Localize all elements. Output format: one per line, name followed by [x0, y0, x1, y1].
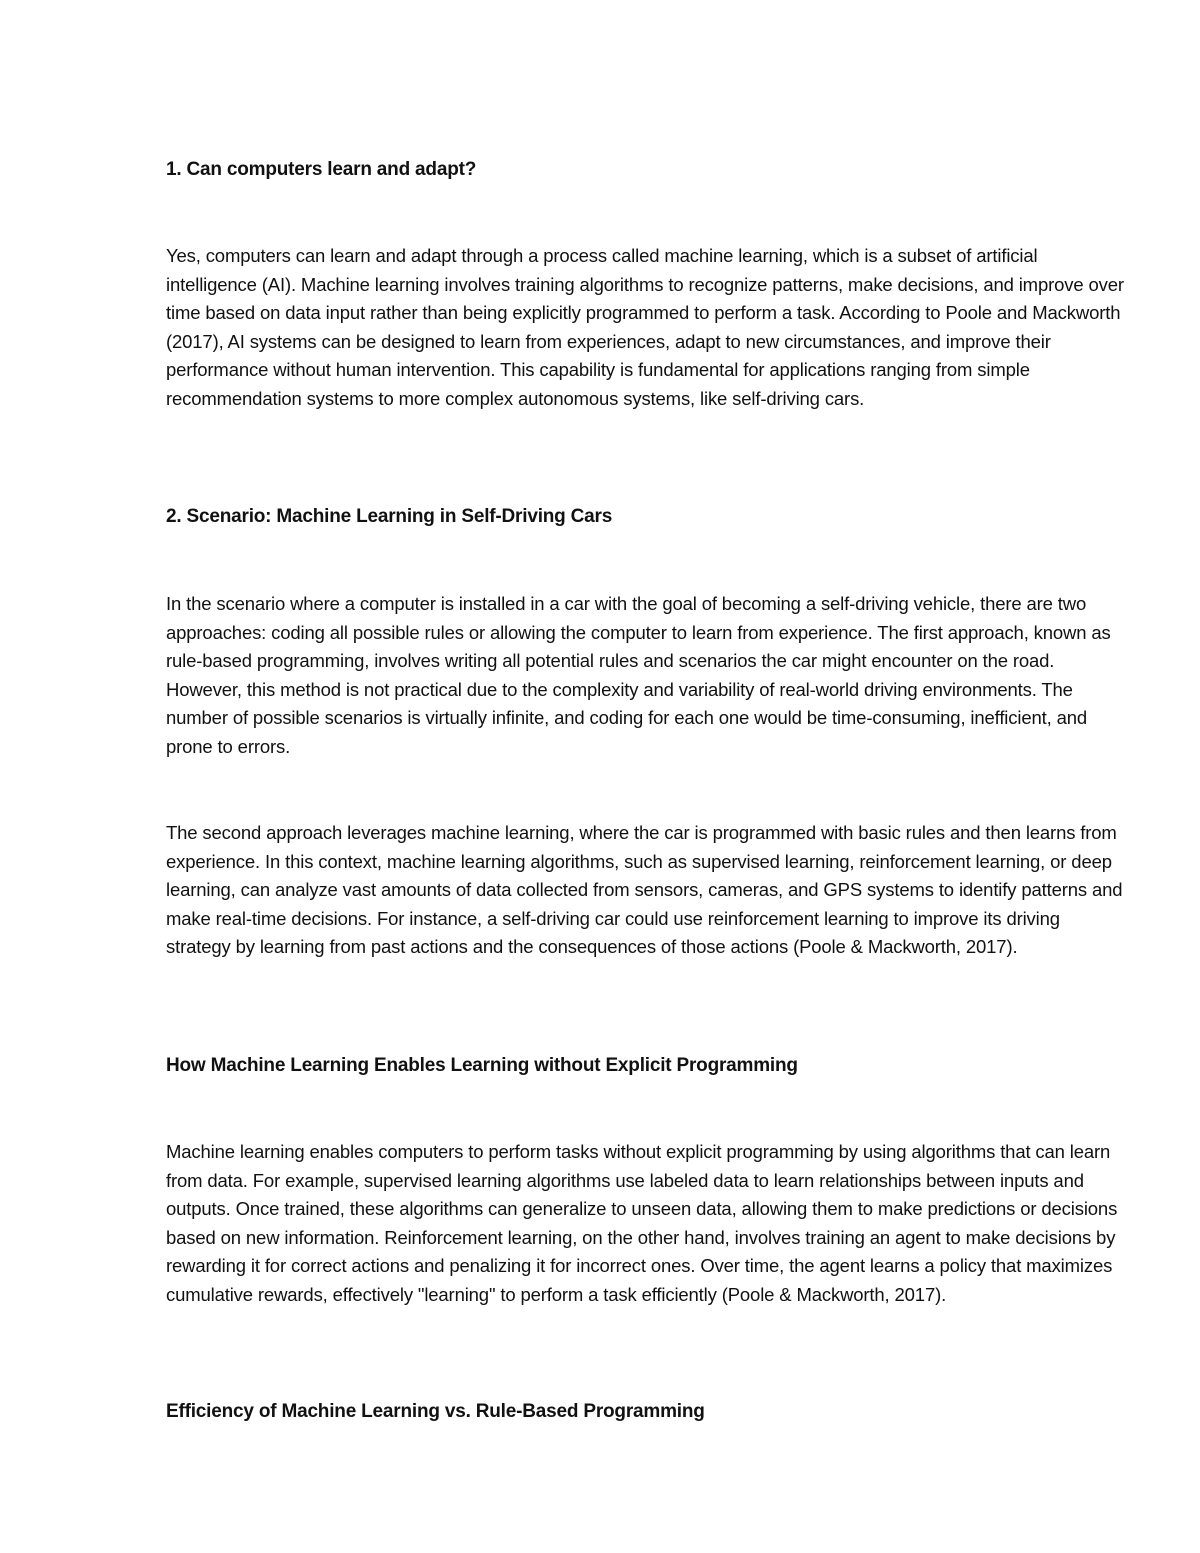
paragraph: In the scenario where a computer is installed in a car with the goal of becoming a self-driving vehicle, there are two approaches: coding all possible rules or allowing the computer to learn from experience. The first approach, known as rule-based programming, involves writing all potential rules and scenarios the car might encounter on the road. However, this method is not practical due to the complexity and variability of real-world driving environments. The number of possible scenarios is virtually infinite, and coding for each one would be time-consuming, inefficient, and prone to errors. — [166, 593, 1111, 757]
section-heading: How Machine Learning Enables Learning without Explicit Programming — [166, 1055, 798, 1076]
section-heading: 1. Can computers learn and adapt? — [166, 159, 477, 180]
paragraph: Yes, computers can learn and adapt through a process called machine learning, which is a subset of artificial intelligence (AI). Machine learning involves training algorithms to recognize patterns, make decisions, and improve over time based on data input rather than being explicitly programmed to perform a task. According to Poole and Mackworth (2017), AI systems can be designed to learn from experiences, adapt to new circumstances, and improve their performance without human intervention. This capability is fundamental for applications ranging from simple recommendation systems to more complex autonomous systems, like self-driving cars. — [166, 245, 1124, 409]
section-heading: Efficiency of Machine Learning vs. Rule-Based Programming — [166, 1401, 705, 1422]
paragraph: Machine learning enables computers to perform tasks without explicit programming by using algorithms that can learn from data. For example, supervised learning algorithms use labeled data to learn relationships between inputs and outputs. Once trained, these algorithms can generalize to unseen data, allowing them to make predictions or decisions based on new information. Reinforcement learning, on the other hand, involves training an agent to make decisions by rewarding it for correct actions and penalizing it for incorrect ones. Over time, the agent learns a policy that maximizes cumulative rewards, effectively "learning" to perform a task efficiently (Poole & Mackworth, 2017). — [166, 1141, 1118, 1305]
section-heading: 2. Scenario: Machine Learning in Self-Driving Cars — [166, 506, 613, 527]
paragraph: The second approach leverages machine learning, where the car is programmed with basic rules and then learns from experience. In this context, machine learning algorithms, such as supervised learning, reinforcement learning, or deep learning, can analyze vast amounts of data collected from sensors, cameras, and GPS systems to identify patterns and make real-time decisions. For instance, a self-driving car could use reinforcement learning to improve its driving strategy by learning from past actions and the consequences of those actions (Poole & Mackworth, 2017). — [166, 822, 1123, 958]
